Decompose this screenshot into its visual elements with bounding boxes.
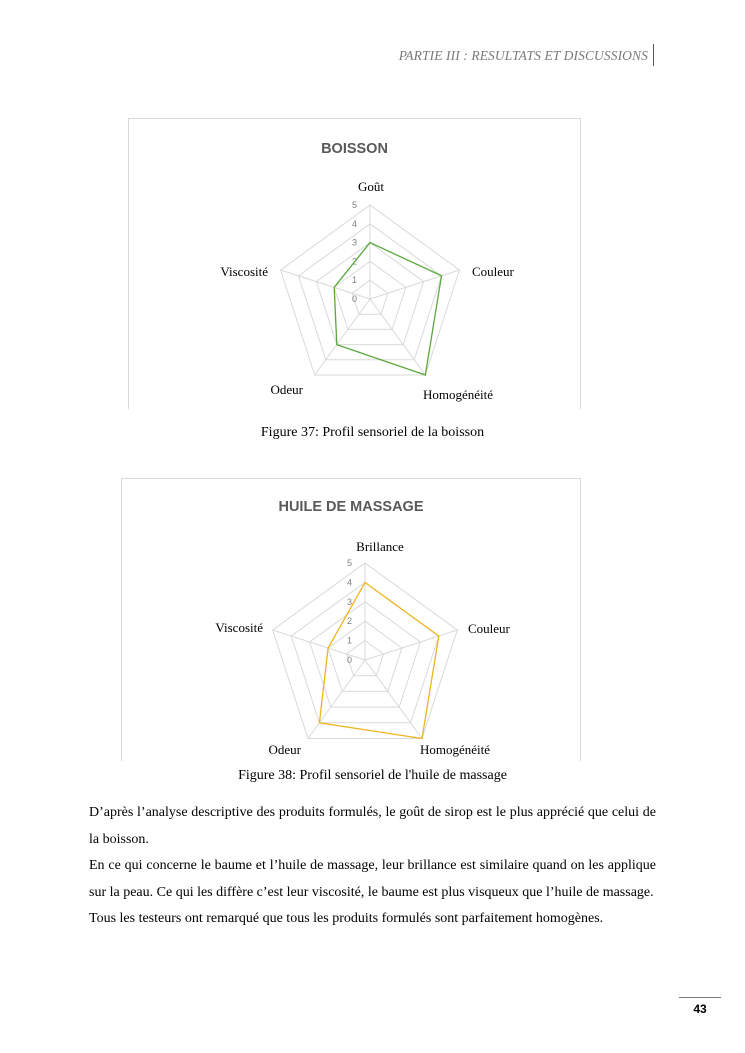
radar-chart-boisson: [129, 119, 580, 409]
tick-label: 4: [347, 577, 353, 588]
chart-title: HUILE DE MASSAGE: [278, 499, 424, 515]
page-header: PARTIE III : RESULTATS ET DISCUSSIONS: [398, 48, 648, 63]
axis-label: Goût: [358, 179, 384, 194]
tick-label: 4: [352, 218, 358, 229]
axis-label: Couleur: [468, 621, 510, 636]
tick-label: 3: [352, 237, 358, 248]
grid-spoke: [315, 299, 370, 375]
series-line: [319, 582, 438, 738]
chart-title: BOISSON: [321, 141, 388, 157]
grid-spoke: [370, 299, 425, 375]
grid-spoke: [365, 660, 422, 739]
tick-label: 1: [347, 635, 353, 646]
header-divider: [653, 44, 654, 66]
axis-label: Odeur: [270, 382, 303, 397]
tick-label: 5: [352, 200, 358, 210]
radar-chart-huile: [122, 479, 580, 761]
axis-label: Homogénéité: [423, 387, 494, 402]
series-line: [334, 243, 441, 375]
axis-label: Homogénéité: [420, 742, 491, 757]
grid-spoke: [370, 270, 459, 299]
axis-label: Odeur: [268, 742, 301, 757]
paragraph: Tous les testeurs ont remarqué que tous les produits formulés sont parfaitement homogènes.: [89, 911, 604, 926]
tick-label: 1: [352, 275, 358, 286]
tick-label: 0: [352, 294, 358, 304]
axis-label: Brillance: [356, 539, 404, 554]
axis-label: Couleur: [472, 264, 514, 279]
axis-label: Viscosité: [220, 264, 268, 279]
tick-label: 5: [347, 558, 353, 568]
figure-37-caption: Figure 37: Profil sensoriel de la boisson: [260, 425, 485, 440]
grid-spoke: [308, 660, 365, 739]
tick-label: 2: [352, 256, 358, 267]
page-number: 43: [693, 1002, 707, 1016]
figure-38-caption: Figure 38: Profil sensoriel de l'huile de massage: [238, 768, 507, 783]
tick-label: 3: [347, 596, 353, 607]
paragraph: En ce qui concerne le baume et l’huile de massage, leur brillance est similaire quand on les applique sur la peau. Ce qui les diffère c’est leur viscosité, le baume est plus visqueux que l’huile de massage.: [89, 858, 656, 900]
body-text: [89, 800, 656, 933]
axis-label: Viscosité: [215, 620, 263, 635]
grid-spoke: [365, 630, 457, 660]
tick-label: 0: [347, 655, 353, 665]
paragraph: D’après l’analyse descriptive des produits formulés, le goût de sirop est le plus apprécié que celui de la boisson.: [89, 805, 656, 847]
chart-boisson: [128, 118, 581, 409]
chart-huile-de-massage: [121, 478, 581, 761]
tick-label: 2: [347, 616, 353, 627]
page-number-rule: [679, 997, 721, 998]
